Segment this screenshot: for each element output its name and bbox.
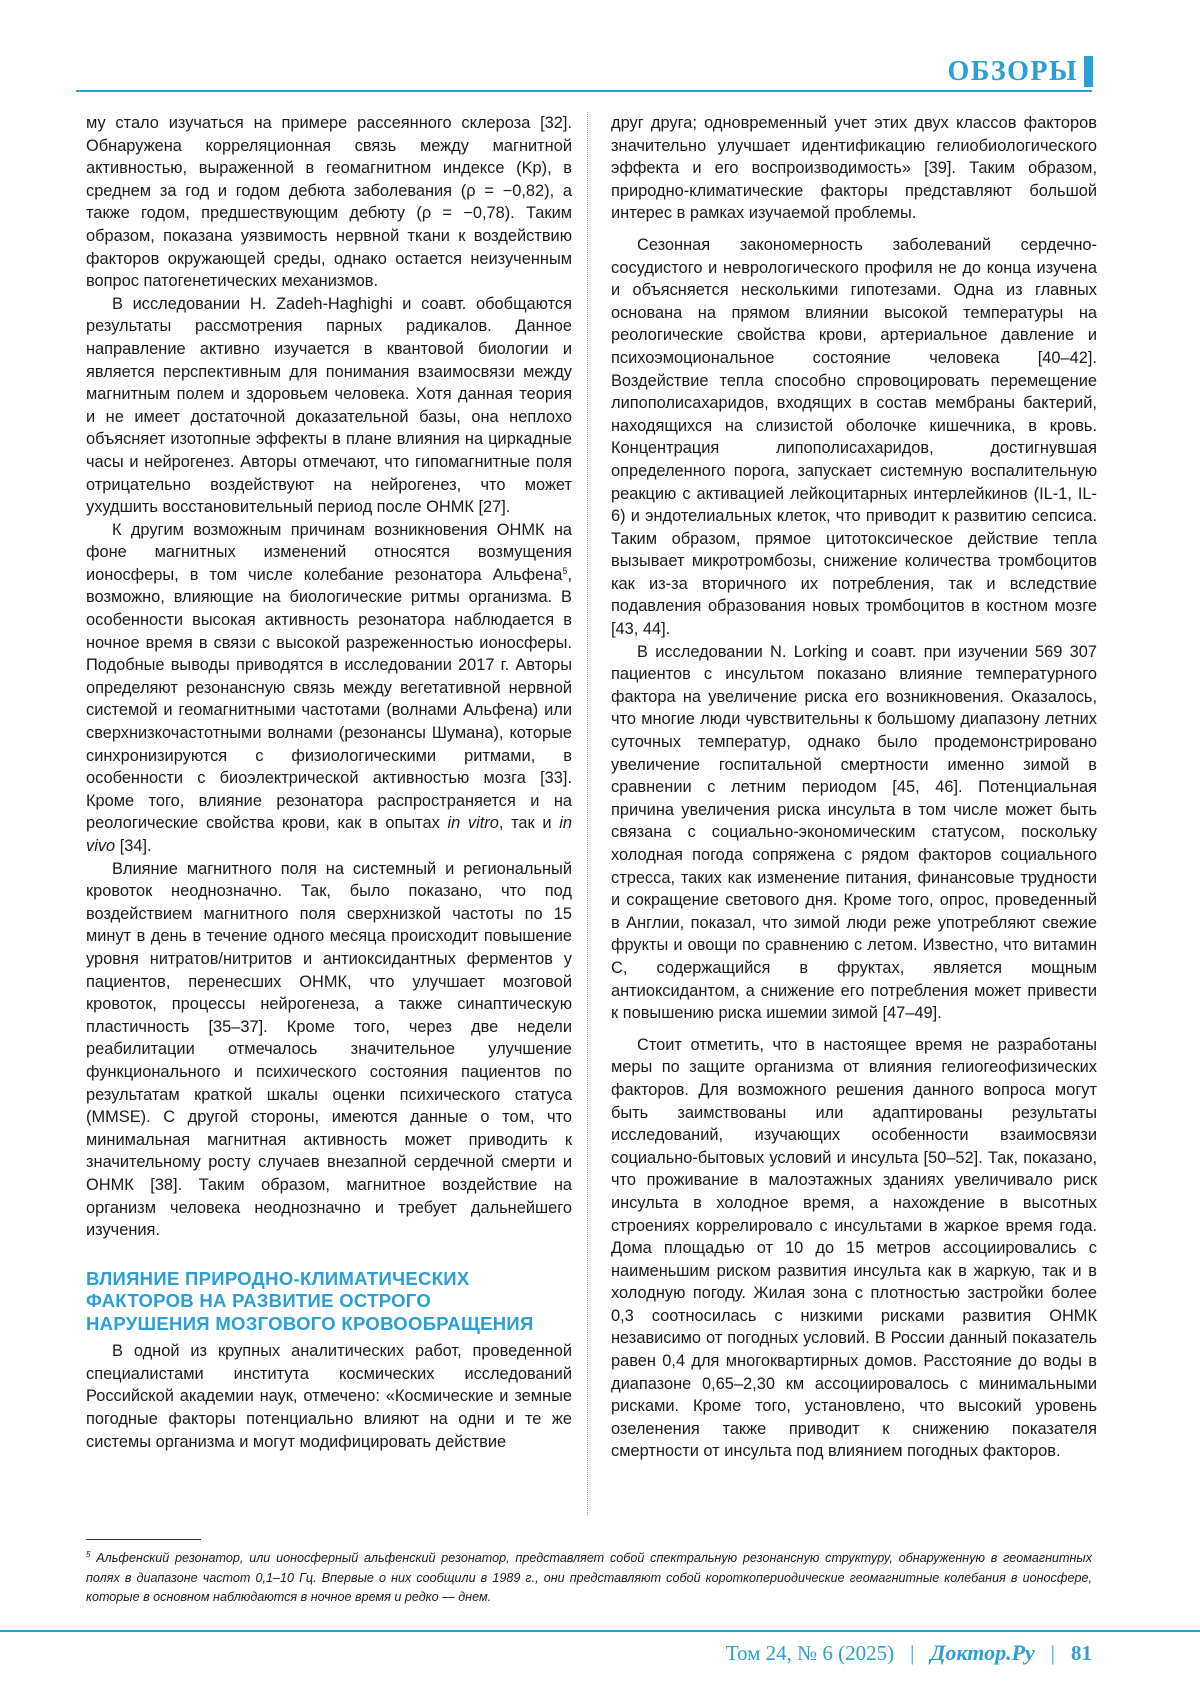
footnote (86, 1549, 1092, 1608)
footer-rule (0, 1630, 1200, 1632)
section-title: ОБЗОРЫ (948, 56, 1078, 88)
footer-separator: | (1051, 1641, 1055, 1666)
paragraph: В исследовании H. Zadeh-Haghighi и соавт. обобщаются результаты рассмотрения парных радикалов. Данное направление активно изучается в квантовой биологии и является перспективным для понимания взаимосвязи между магнитным полем и здоровьем человека. Хотя данная теория и не имеет достаточной доказательной базы, она неплохо объясняет изотопные эффекты в плане влияния на циркадные часы и нейрогенез. Авторы отмечают, что гипомагнитные поля отрицательно воздействуют на нейрогенез, что может ухудшить восстановительный период после ОНМК [27]. (86, 293, 572, 519)
italic-term: in vivo (86, 814, 572, 855)
left-column (86, 112, 572, 1453)
heading-line: НАРУШЕНИЯ МОЗГОВОГО КРОВООБРАЩЕНИЯ (86, 1313, 572, 1336)
italic-term: in vitro (447, 814, 498, 832)
text-run: , так и (499, 814, 559, 832)
text-run: [34]. (115, 837, 151, 855)
text-run: К другим возможным причинам возникновения ОНМК на фоне магнитных изменений относятся возмущения ионосферы, в том числе колебание резонатора Альфена (86, 521, 572, 584)
paragraph: В одной из крупных аналитических работ, проведенной специалистами института космических исследований Российской академии наук, отмечено: «Космические и земные погодные факторы потенциально влияют на одни и те же системы организма и могут модифицировать действие (86, 1340, 572, 1453)
heading-line: ВЛИЯНИЕ ПРИРОДНО-КЛИМАТИЧЕСКИХ (86, 1268, 572, 1291)
footer-separator: | (910, 1641, 914, 1666)
journal-logo: Доктор.Ру (930, 1640, 1034, 1666)
page-number: 81 (1071, 1641, 1092, 1666)
section-heading (86, 1268, 572, 1336)
paragraph (86, 519, 572, 858)
footnote-reference: 5 (562, 566, 567, 576)
issue-info: Том 24, № 6 (2025) (726, 1641, 894, 1666)
heading-line: ФАКТОРОВ НА РАЗВИТИЕ ОСТРОГО (86, 1290, 572, 1313)
header-rule (76, 90, 1092, 92)
paragraph: Сезонная закономерность заболеваний сердечно-сосудистого и неврологического профиля не до конца изучена и объясняется несколькими гипотезами. Одна из главных основана на прямом влиянии высокой температуры на реологические свойства крови, артериальное давление и психоэмоциональное состояние человека [40–42]. Воздействие тепла способно спровоцировать перемещение липополисахаридов, входящих в состав мембраны бактерий, находящихся на слизистой оболочке кишечника, в кровь. Концентрация липополисахаридов, достигнувшая определенного порога, запускает системную воспалительную реакцию с активацией лейкоцитарных интерлейкинов (IL-1, IL-6) и эндотелиальных клеток, что приводит к развитию сепсиса. Таким образом, прямое цитотоксическое действие тепла вызывает микротромбозы, снижение количества тромбоцитов как из-за вторичного их потребления, так и вследствие подавления образования новых тромбоцитов в костном мозге [43, 44]. (611, 234, 1097, 641)
text-run: , возможно, влияющие на биологические ритмы организма. В особенности высокая активность резонатора наблюдается в ночное время в связи с высокой разреженностью ионосферы. Подобные выводы приводятся в исследовании 2017 г. Авторы определяют резонансную связь между вегетативной нервной системой и геомагнитными частотами (волнами Альфена) или сверхнизкочастотными волнами (резонансы Шумана), которые синхронизируются с физиологическими ритмами, в особенности с биоэлектрической активностью мозга [33]. Кроме того, влияние резонатора распространяется и на реологические свойства крови, как в опытах (86, 566, 572, 833)
footnote-rule (86, 1539, 201, 1540)
section-marker-bar (1084, 56, 1093, 87)
paragraph: В исследовании N. Lorking и соавт. при изучении 569 307 пациентов с инсультом показано влияние температурного фактора на увеличение риска его возникновения. Оказалось, что многие люди чувствительны к большому диапазону летних суточных температур, однако было продемонстрировано увеличение госпитальной смертности именно зимой в сравнении с летним периодом [45, 46]. Потенциальная причина увеличения риска инсульта в том числе может быть связана с социально-экономическим статусом, поскольку холодная погода сопряжена с рядом факторов социального стресса, таких как изменение питания, финансовые трудности и сокращение светового дня. Кроме того, опрос, проведенный в Англии, показал, что зимой люди реже употребляют свежие фрукты и овощи по сравнению с летом. Известно, что витамин С, содержащийся в фруктах, является мощным антиоксидантом, а снижение его потребления может привести к повышению риска ишемии зимой [47–49]. (611, 641, 1097, 1025)
right-column (611, 112, 1097, 1463)
footnote-marker: 5 (86, 1550, 90, 1559)
paragraph: му стало изучаться на примере рассеянного склероза [32]. Обнаружена корреляционная связь между магнитной активностью, выраженной в геомагнитном индексе (Kp), в среднем за год и годом дебюта заболевания (ρ = −0,82), а также годом, предшествующим дебюту (ρ = −0,78). Таким образом, показана уязвимость нервной ткани к воздействию факторов окружающей среды, однако остается неизученным вопрос патогенетических механизмов. (86, 112, 572, 293)
paragraph: друг друга; одновременный учет этих двух классов факторов значительно улучшает идентификацию гелиобиологического эффекта и его воспроизводимость» [39]. Таким образом, природно-климатические факторы представляют большой интерес в рамках изучаемой проблемы. (611, 112, 1097, 225)
footer (726, 1640, 1092, 1666)
column-divider (587, 112, 588, 1515)
paragraph: Стоит отметить, что в настоящее время не разработаны меры по защите организма от влияния гелиогеофизических факторов. Для возможного решения данного вопроса могут быть заимствованы или адаптированы результаты исследований, изучающих особенности взаимосвязи социально-бытовых условий и инсульта [50–52]. Так, показано, что проживание в малоэтажных зданиях увеличивало риск инсульта в холодное время, а нахождение в высотных строениях коррелировало с инсультами в жаркое время года. Дома площадью от 10 до 15 метров ассоциировались с наименьшим риском развития инсульта как в жаркую, так и в холодную погоду. Жилая зона с плотностью застройки более 0,3 соотносилась с низкими рисками развития ОНМК независимо от погодных условий. В России данный показатель равен 0,4 для многоквартирных домов. Расстояние до воды в диапазоне 0,65–2,30 км ассоциировалось с минимальными рисками. Кроме того, установлено, что высокий уровень озеленения также приводит к снижению показателя смертности от инсульта под влиянием погодных факторов. (611, 1034, 1097, 1463)
paragraph: Влияние магнитного поля на системный и региональный кровоток неоднозначно. Так, было показано, что под воздействием магнитного поля сверхнизкой частоты по 15 минут в день в течение одного месяца происходит повышение уровня нитратов/нитритов и антиоксидантных ферментов у пациентов, перенесших ОНМК, что улучшает мозговой кровоток, процессы нейрогенеза, а также синаптическую пластичность [35–37]. Кроме того, через две недели реабилитации отмечалось значительное улучшение функционального и психического состояния пациентов по результатам краткой шкалы оценки психического статуса (MMSE). С другой стороны, имеются данные о том, что минимальная магнитная активность может приводить к значительному росту случаев внезапной сердечной смерти и ОНМК [38]. Таким образом, магнитное воздействие на организм человека неоднозначно и требует дальнейшего изучения. (86, 858, 572, 1242)
footnote-text: Альфенский резонатор, или ионосферный альфенский резонатор, представляет собой спектральную резонансную структуру, обнаруженную в геомагнитных полях в диапазоне частот 0,1–10 Гц. Впервые о них сообщили в 1989 г., они представляют собой короткопериодические геомагнитные колебания в ионосфере, которые в основном наблюдаются в ночное время и редко — днем. (86, 1551, 1092, 1604)
